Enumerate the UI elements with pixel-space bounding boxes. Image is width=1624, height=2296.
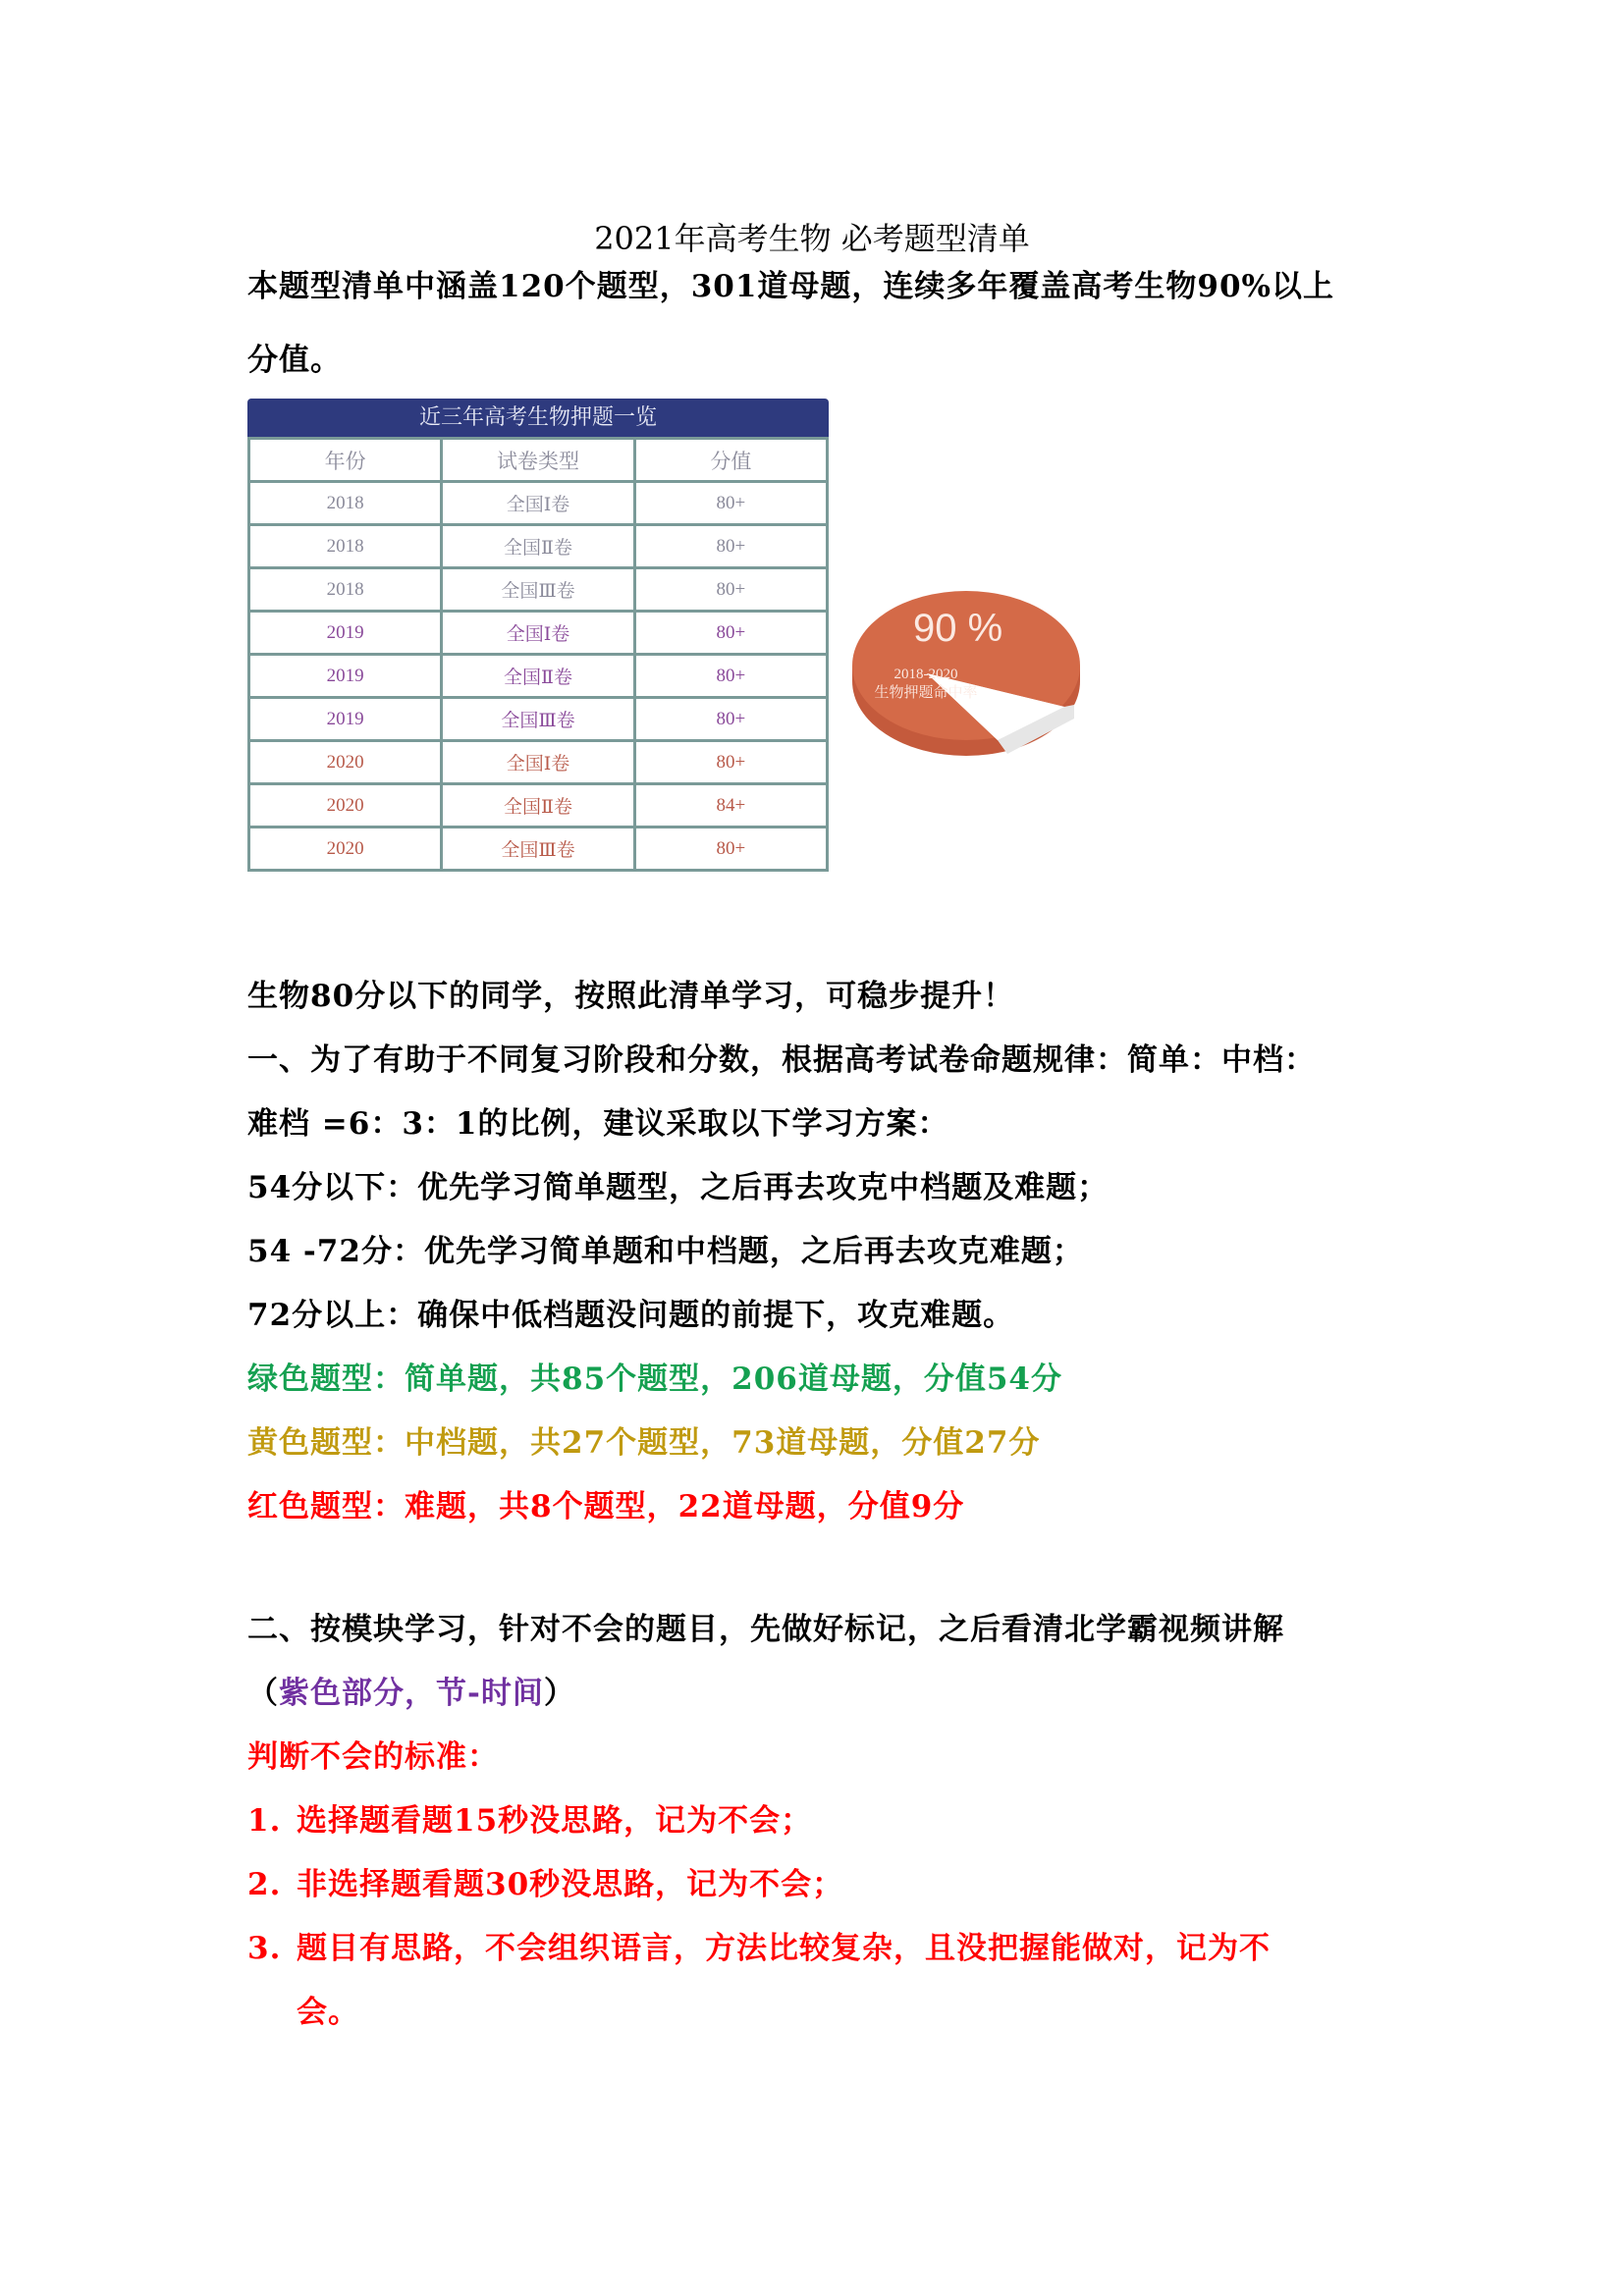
- header-paper: 试卷类型: [442, 439, 634, 482]
- table-row: [249, 828, 828, 871]
- header-score: 分值: [634, 439, 827, 482]
- page-title: 2021年高考生物 必考题型清单: [594, 220, 1030, 257]
- paren-close: ）: [543, 1676, 575, 1711]
- table-row: [249, 784, 828, 828]
- cell-paper: 全国Ⅲ卷: [442, 698, 634, 741]
- cell-year: 2018: [249, 525, 442, 568]
- paren-open: （: [247, 1676, 279, 1711]
- criteria-item-2: [247, 1865, 843, 1904]
- pie-value-label: 90 %: [913, 607, 1003, 650]
- criteria-item-3-continued: 会。: [297, 1995, 359, 2030]
- cell-paper: 全国Ⅱ卷: [442, 784, 634, 828]
- table-row: [249, 525, 828, 568]
- criteria-item-1: [247, 1801, 812, 1841]
- table-row: [249, 655, 828, 698]
- table-row: [249, 482, 828, 525]
- cell-paper: 全国Ⅲ卷: [442, 828, 634, 871]
- yellow-type-line: 黄色题型：中档题，共27个题型，73道母题，分值27分: [247, 1425, 1041, 1461]
- plan-above-72: 72分以上：确保中低档题没问题的前提下，攻克难题。: [247, 1298, 1015, 1333]
- criteria-text: 题目有思路，不会组织语言，方法比较复杂，且没把握能做对，记为不: [297, 1931, 1271, 1966]
- cell-year: 2020: [249, 828, 442, 871]
- prediction-table: [247, 399, 829, 872]
- plan-below-54: 54分以下：优先学习简单题型，之后再去攻克中档题及难题；: [247, 1170, 1110, 1205]
- cell-paper: 全国Ⅰ卷: [442, 612, 634, 655]
- table-caption: 近三年高考生物押题一览: [247, 399, 829, 437]
- cell-paper: 全国Ⅰ卷: [442, 482, 634, 525]
- table-row: [249, 612, 828, 655]
- cell-paper: 全国Ⅱ卷: [442, 525, 634, 568]
- cell-score: 80+: [634, 741, 827, 784]
- cell-year: 2018: [249, 568, 442, 612]
- paragraph-intro: 生物80分以下的同学，按照此清单学习，可稳步提升！: [247, 979, 1015, 1014]
- cell-score: 84+: [634, 784, 827, 828]
- purple-note-line: [247, 1674, 575, 1713]
- section-1-line-2: 难档 =6：3：1的比例，建议采取以下学习方案：: [247, 1106, 949, 1142]
- table-row: [249, 568, 828, 612]
- red-type-line: 红色题型：难题，共8个题型，22道母题，分值9分: [247, 1489, 965, 1524]
- cell-score: 80+: [634, 698, 827, 741]
- criteria-num: 1.: [247, 1803, 282, 1839]
- cell-paper: 全国Ⅱ卷: [442, 655, 634, 698]
- section-1-line-1: 一、为了有助于不同复习阶段和分数，根据高考试卷命题规律：简单：中档：: [247, 1042, 1316, 1078]
- cell-score: 80+: [634, 828, 827, 871]
- cell-year: 2019: [249, 655, 442, 698]
- table-row: [249, 698, 828, 741]
- pie-sub-label: [872, 666, 980, 703]
- cell-score: 80+: [634, 655, 827, 698]
- purple-note: 紫色部分，节-时间: [279, 1676, 544, 1711]
- cell-year: 2020: [249, 784, 442, 828]
- criteria-num: 2.: [247, 1867, 282, 1902]
- criteria-title: 判断不会的标准：: [247, 1739, 499, 1775]
- cell-score: 80+: [634, 568, 827, 612]
- cell-paper: 全国Ⅲ卷: [442, 568, 634, 612]
- criteria-text: 非选择题看题30秒没思路，记为不会；: [297, 1867, 844, 1902]
- plan-54-72: 54 -72分：优先学习简单题和中档题，之后再去攻克难题；: [247, 1234, 1084, 1269]
- cell-year: 2019: [249, 612, 442, 655]
- cell-score: 80+: [634, 525, 827, 568]
- intro-line-2: 分值。: [247, 343, 342, 378]
- intro-line-1: 本题型清单中涵盖120个题型，301道母题，连续多年覆盖高考生物90%以上: [247, 269, 1335, 304]
- table-row: [249, 741, 828, 784]
- cell-year: 2020: [249, 741, 442, 784]
- pie-caption: 生物押题命中率: [874, 685, 978, 701]
- cell-score: 80+: [634, 612, 827, 655]
- header-year: 年份: [249, 439, 442, 482]
- criteria-item-3: [247, 1929, 1271, 1968]
- criteria-num: 3.: [247, 1931, 282, 1966]
- cell-year: 2019: [249, 698, 442, 741]
- pie-years: 2018-2020: [893, 667, 958, 682]
- cell-score: 80+: [634, 482, 827, 525]
- cell-paper: 全国Ⅰ卷: [442, 741, 634, 784]
- cell-year: 2018: [249, 482, 442, 525]
- table-header-row: [249, 439, 828, 482]
- criteria-text: 选择题看题15秒没思路，记为不会；: [297, 1803, 813, 1839]
- section-2-line: 二、按模块学习，针对不会的题目，先做好标记，之后看清北学霸视频讲解: [247, 1612, 1284, 1647]
- green-type-line: 绿色题型：简单题，共85个题型，206道母题，分值54分: [247, 1362, 1062, 1397]
